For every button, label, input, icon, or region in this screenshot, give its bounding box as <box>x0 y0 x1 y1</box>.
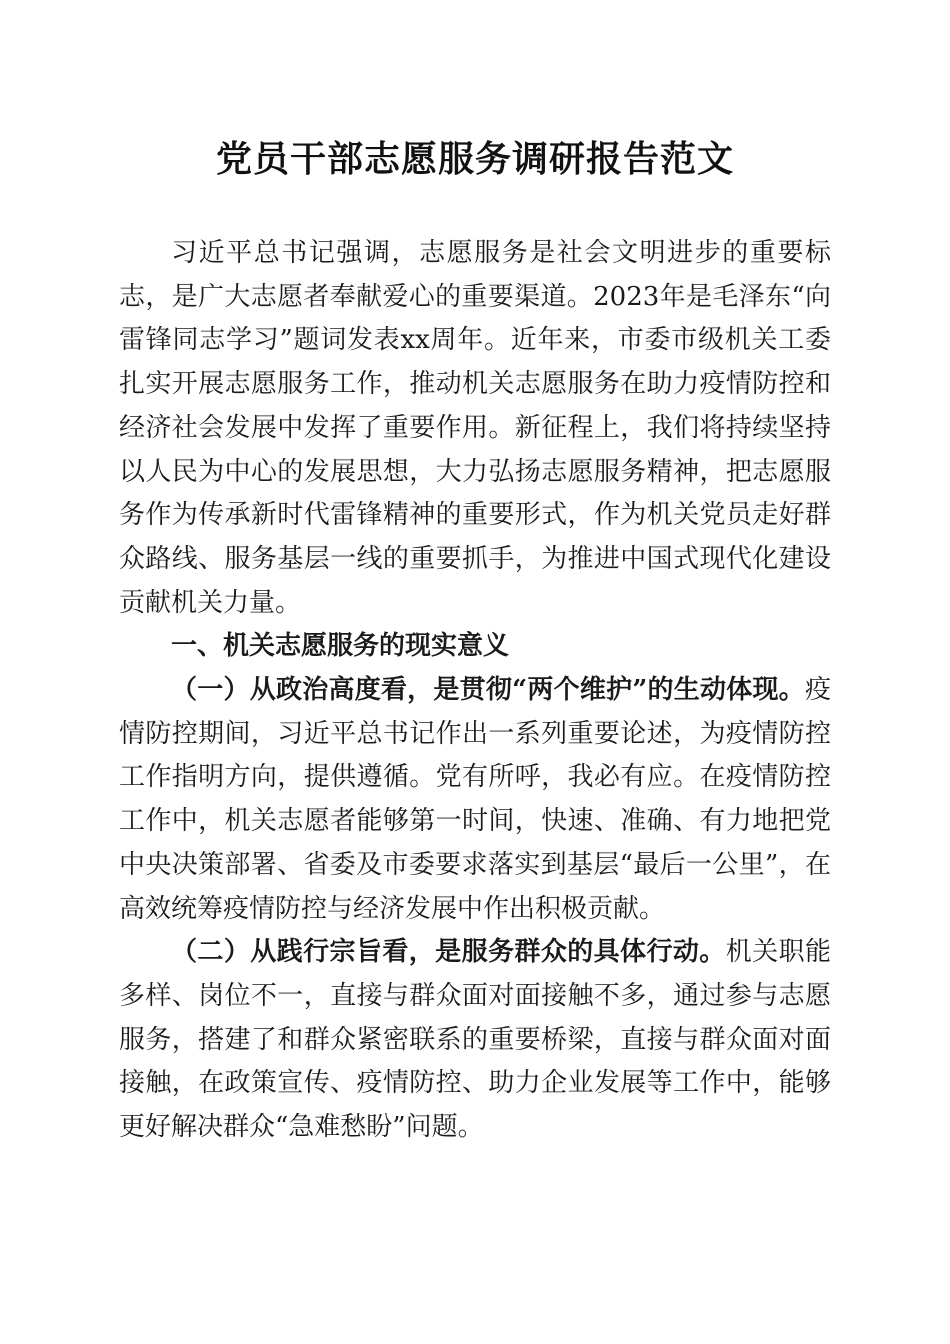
paragraph-1-text: 疫情防控期间，习近平总书记作出一系列重要论述，为疫情防控工作指明方向，提供遵循。党有所呼，我必有应。在疫情防控工作中，机关志愿者能够第一时间，快速、准确、有力地把党中央决策部署、省委及市委要求落实到基层“最后一公里”，在高效统筹疫情防控与经济发展中作出积极贡献。 <box>119 675 831 924</box>
document-body <box>119 232 831 1150</box>
section-paragraph-1 <box>119 669 831 931</box>
document-title: 党员干部志愿服务调研报告范文 <box>215 138 734 180</box>
paragraph-2-text: 机关职能多样、岗位不一，直接与群众面对面接触不多，通过参与志愿服务，搭建了和群众紧密联系的重要桥梁，直接与群众面对面接触，在政策宣传、疫情防控、助力企业发展等工作中，能够更好解决群众“急难愁盼”问题。 <box>119 937 831 1143</box>
section-heading: 一、机关志愿服务的现实意义 <box>171 631 510 662</box>
paragraph-2-lead: （二）从践行宗旨看，是服务群众的具体行动。 <box>171 937 726 968</box>
intro-paragraph: 习近平总书记强调，志愿服务是社会文明进步的重要标志，是广大志愿者奉献爱心的重要渠道。2023年是毛泽东“向雷锋同志学习”题词发表xx周年。近年来，市委市级机关工委扎实开展志愿服务工作，推动机关志愿服务在助力疫情防控和经济社会发展中发挥了重要作用。新征程上，我们将持续坚持以人民为中心的发展思想，大力弘扬志愿服务精神，把志愿服务作为传承新时代雷锋精神的重要形式，作为机关党员走好群众路线、服务基层一线的重要抓手，为推进中国式现代化建设贡献机关力量。 <box>119 238 831 618</box>
paragraph-1-lead: （一）从政治高度看，是贯彻“两个维护”的生动体现。 <box>171 675 805 706</box>
section-paragraph-2 <box>119 931 831 1150</box>
